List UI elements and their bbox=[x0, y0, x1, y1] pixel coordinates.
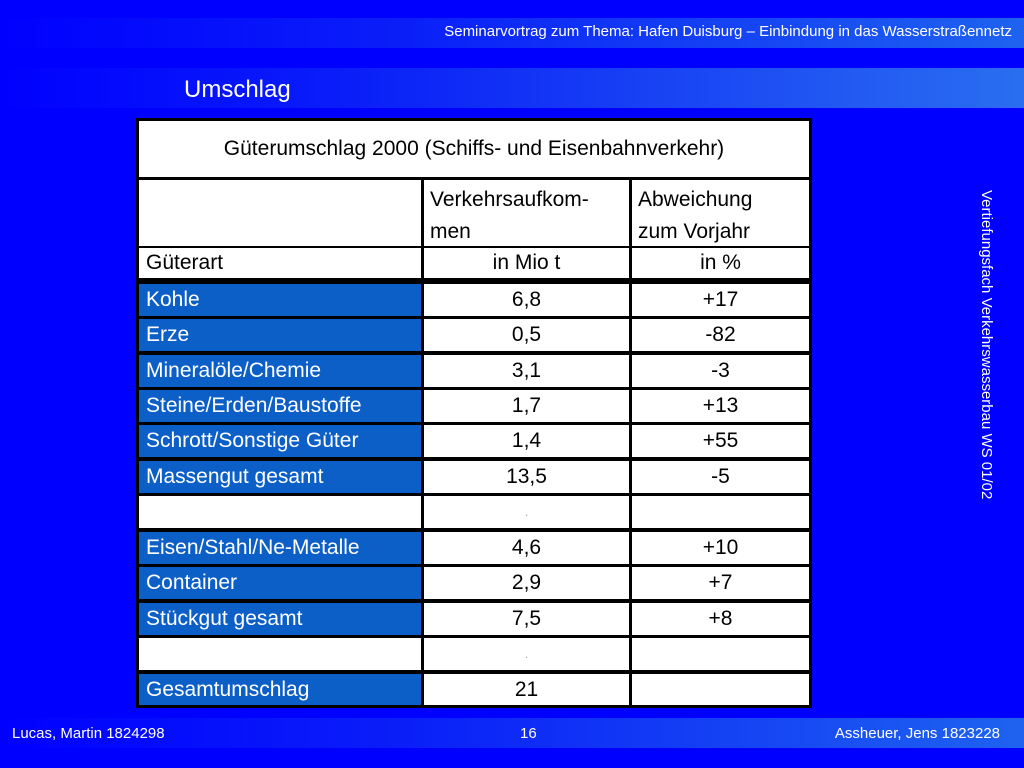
spacer-cell bbox=[632, 638, 809, 670]
header-volume-line2: men bbox=[430, 220, 471, 243]
goods-table bbox=[136, 118, 812, 708]
row-label: Schrott/Sonstige Güter bbox=[139, 425, 421, 457]
row-volume: 0,5 bbox=[424, 319, 629, 351]
footer-author-right: Assheuer, Jens 1823228 bbox=[834, 725, 1000, 742]
title-bar bbox=[0, 68, 1024, 108]
units-label: Güterart bbox=[139, 248, 421, 278]
spacer-cell bbox=[139, 638, 421, 670]
row-label: Stückgut gesamt bbox=[139, 603, 421, 635]
row-change: +13 bbox=[632, 390, 809, 422]
row-label: Massengut gesamt bbox=[139, 461, 421, 493]
header-cell-change bbox=[632, 180, 809, 246]
row-volume: 6,8 bbox=[424, 284, 629, 316]
spacer-dot: . bbox=[424, 638, 629, 670]
row-volume: 1,4 bbox=[424, 425, 629, 457]
row-label: Gesamtumschlag bbox=[139, 674, 421, 705]
header-change-line1: Abweichung bbox=[638, 188, 753, 211]
page-number: 16 bbox=[520, 725, 537, 742]
row-volume: 13,5 bbox=[424, 461, 629, 493]
row-change bbox=[632, 674, 809, 705]
course-label: Vertiefungsfach Verkehrswasserbau WS 01/02 bbox=[978, 190, 995, 500]
units-change: in % bbox=[632, 248, 809, 278]
row-change: -3 bbox=[632, 355, 809, 387]
row-change: -82 bbox=[632, 319, 809, 351]
row-label: Container bbox=[139, 567, 421, 599]
row-label: Erze bbox=[139, 319, 421, 351]
row-label: Kohle bbox=[139, 284, 421, 316]
row-volume: 21 bbox=[424, 674, 629, 705]
row-change: +17 bbox=[632, 284, 809, 316]
spacer-dot: . bbox=[424, 496, 629, 528]
row-label: Mineralöle/Chemie bbox=[139, 355, 421, 387]
row-change: +10 bbox=[632, 532, 809, 564]
presentation-title: Seminarvortrag zum Thema: Hafen Duisburg – Einbindung in das Wasserstraßennetz bbox=[444, 23, 1012, 40]
row-volume: 1,7 bbox=[424, 390, 629, 422]
row-volume: 7,5 bbox=[424, 603, 629, 635]
units-volume: in Mio t bbox=[424, 248, 629, 278]
row-change: +55 bbox=[632, 425, 809, 457]
row-change: +8 bbox=[632, 603, 809, 635]
header-change-line2: zum Vorjahr bbox=[638, 220, 751, 243]
row-volume: 4,6 bbox=[424, 532, 629, 564]
row-label: Steine/Erden/Baustoffe bbox=[139, 390, 421, 422]
header-volume-line1: Verkehrsaufkom- bbox=[430, 188, 589, 211]
spacer-cell bbox=[139, 496, 421, 528]
slide-title: Umschlag bbox=[184, 76, 291, 103]
header-cell-volume bbox=[424, 180, 629, 246]
row-change: +7 bbox=[632, 567, 809, 599]
row-volume: 3,1 bbox=[424, 355, 629, 387]
table-caption: Güterumschlag 2000 (Schiffs- und Eisenbahnverkehr) bbox=[139, 121, 809, 177]
row-change: -5 bbox=[632, 461, 809, 493]
footer-author-left: Lucas, Martin 1824298 bbox=[12, 725, 165, 742]
row-label: Eisen/Stahl/Ne-Metalle bbox=[139, 532, 421, 564]
header-cell-empty bbox=[139, 180, 421, 246]
row-volume: 2,9 bbox=[424, 567, 629, 599]
spacer-cell bbox=[632, 496, 809, 528]
